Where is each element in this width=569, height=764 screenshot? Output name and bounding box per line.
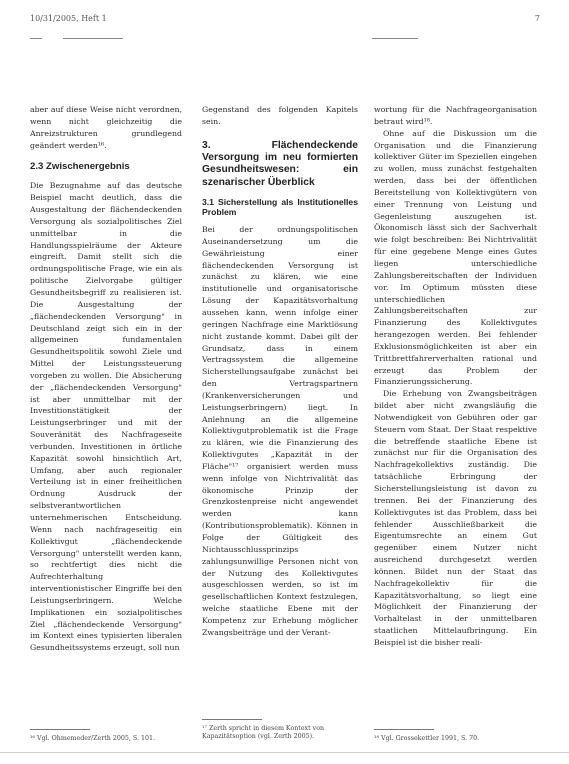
footnote-rule [374,729,434,730]
running-header [30,14,540,28]
paragraph: Die Bezugnahme auf das deutsche Beispiel macht deutlich, dass die Ausgestaltung der flächendeckenden Versorgung als sozialpolitisches Ziel unmittelbar in die Handlungsspielräume der Akteure eingreift. Damit stellt sich die ordnungspolitische Frage, wie ein als politische Zielvorgabe gültiger Gesundheitsbegriff zu realisieren ist. Die Ausgestaltung der „flächendeckenden Versorgung" in Deutschland zeigt sich ein in der allgemeinen fundamentalen Gesundheitspolitik sowohl Ziele und Mittel der Leistungssteuerung vorgeben zu wollen. Die Absicherung der „flächendeckenden Versorgung" ist aber unmittelbar mit der Investitionstätigkeit der Leistungserbringer und mit der Souveränität des Nachfrageseite verbunden. Investitionen in örtliche Kapazität sowohl hinsichtlich Art, Umfang, aber auch regionaler Verteilung ist in einer freiheitlichen Ordnung Ausdruck der selbstverantwortlichen unternehmerischen Entscheidung. Wenn nach nachfrageseitig ein Kollektivgut „flächendeckende Versorgung" unterstellt werden kann, so rechtfertigt dies nicht die Aufrechterhaltung interventionistischer Eingriffe bei den Leistungserbringern. Welche Implikationen ein sozialpolitisches Ziel „flächendeckende Versorgung" im Kontext eines typisierten liberalen Gesundheitssystems erzeugt, soll nun [30,181,182,653]
paragraph: aber auf diese Weise nicht verordnen, wenn nicht gleichzeitig die Anreizstrukturen grundlegend geändert werden¹⁶. [30,105,182,150]
subsection-heading: 3.1 Sicherstellung als Institutionelles Problem [202,196,358,218]
text-column-left [30,104,182,654]
footnote-16: ¹⁶ Vgl. Ohmemeder/Zerth 2005, S. 101. [30,735,155,742]
paragraph: Bei der ordnungspolitischen Auseinandersetzung um die Gewährleistung einer flächendeckenden Versorgung ist zunächst zu klären, wie eine institutionelle und organisatorische Lösung der Kapazitätsvorhaltung aussehen kann, wenn infolge einer geringen Nachfrage eine Marktlösung nicht zustande kommt. Dabei gilt der Grundsatz, dass in einem Vertragssystem die allgemeine Sicherstellungsaufgabe zunächst bei den Vertragspartnern (Krankenversicherungen und Leistungserbringern) liegt. In Anlehnung an die allgemeine Kollektivgutproblematik ist die Frage zu klären, wie die Finanzierung des Kollektivgutes „Kapazität in der Fläche"¹⁷ organisiert werden muss wenn infolge von Nichtrivalität das ökonomische Prinzip der Grenzkostenpreise nicht angewendet werden kann (Kontributionsproblematik). Können in Folge der Gültigkeit des Nichtausschlussprinzips zahlungsunwillige Personen nicht von der Nutzung des Kollektivgutes ausgeschlossen werden, so ist im gesellschaftlichen Kontext festzulegen, welche staatliche Ebene mit der Kompetenz zur Erhebung möglicher Zwangsbeiträge und der Verant- [202,225,358,637]
paragraph: wortung für die Nachfrageorganisation betraut wird¹⁸. [374,105,537,126]
header-rule-mid [63,38,123,39]
header-rule-right [372,38,418,39]
paragraph: Gegenstand des folgenden Kapitels sein. [202,105,358,126]
footnote-rule [30,729,90,730]
header-rule-left [30,38,42,39]
running-header-issue: 10/31/2005, Heft 1 [30,14,107,23]
text-column-right [374,104,537,649]
section-heading: 2.3 Zwischenergebnis [30,161,130,173]
footnote-17: ¹⁷ Zerth spricht in diesem Kontext von Kapazitätsoption (vgl. Zerth 2005). [202,725,325,741]
page-number: 7 [534,14,540,23]
paragraph: Die Erhebung von Zwangsbeiträgen bildet aber nicht zwangsläufig die Notwendigkeit von Gebühren oder gar Steuern vom Staat. Der Staat respektive die betreffende staatliche Ebene ist zunächst nur für die Organisation des Nachfragekollektivs zuständig. Die tatsächliche Erbringung der Sicherstellungsleistung ist davon zu trennen. Bei der Finanzierung des Kollektivgutes ist das Problem, dass bei fehlender Ausschließbarkeit die Eigentumsrechte an einem Gut gegenüber einem Nutzer nicht ausreichend durchgesetzt werden können. Bildet nun der Staat das Nachfragekollektiv für die Kapazitätsvorhaltung, so liegt eine Möglichkeit der Finanzierung der Vorhaltelast in der unmittelbaren staatlichen Mittelaufbringung. Ein Beispiel ist die bisher reali- [374,389,537,647]
footnote-18: ¹⁸ Vgl. Grossekettler 1991, S. 70. [374,735,480,742]
footnote-rule [202,719,262,720]
text-column-middle [202,104,358,639]
chapter-heading: 3. Flächendeckende Versorgung im neu formierten Gesundheitswesen: ein szenarischer Überblick [202,139,358,188]
paragraph: Ohne auf die Diskussion um die Organisation und die Finanzierung kollektiver Güter im Speziellen eingehen zu wollen, muss zunächst festgehalten werden, dass bei der öffentlichen Bereitstellung von Kollektivgütern von einer Trennung von Leistung und Gegenleistung auszugehen ist. Ökonomisch lässt sich der Sachverhalt wie folgt beschreiben: Bei Nichtrivalität für eine gegebene Menge eines Gutes liegen unterschiedliche Zahlungsbereitschaften der Individuen vor. Im Optimum müssten diese unterschiedlichen Zahlungsbereitschaften zur Finanzierung des Kollektivgutes herangezogen werden. Bei fehlender Exklusionsmöglichkeiten ist aber ein Trittbrettfahrerverhalten rational und erzeugt das Problem der Finanzierungssicherung. [374,128,537,387]
page-bottom-edge [0,752,569,753]
